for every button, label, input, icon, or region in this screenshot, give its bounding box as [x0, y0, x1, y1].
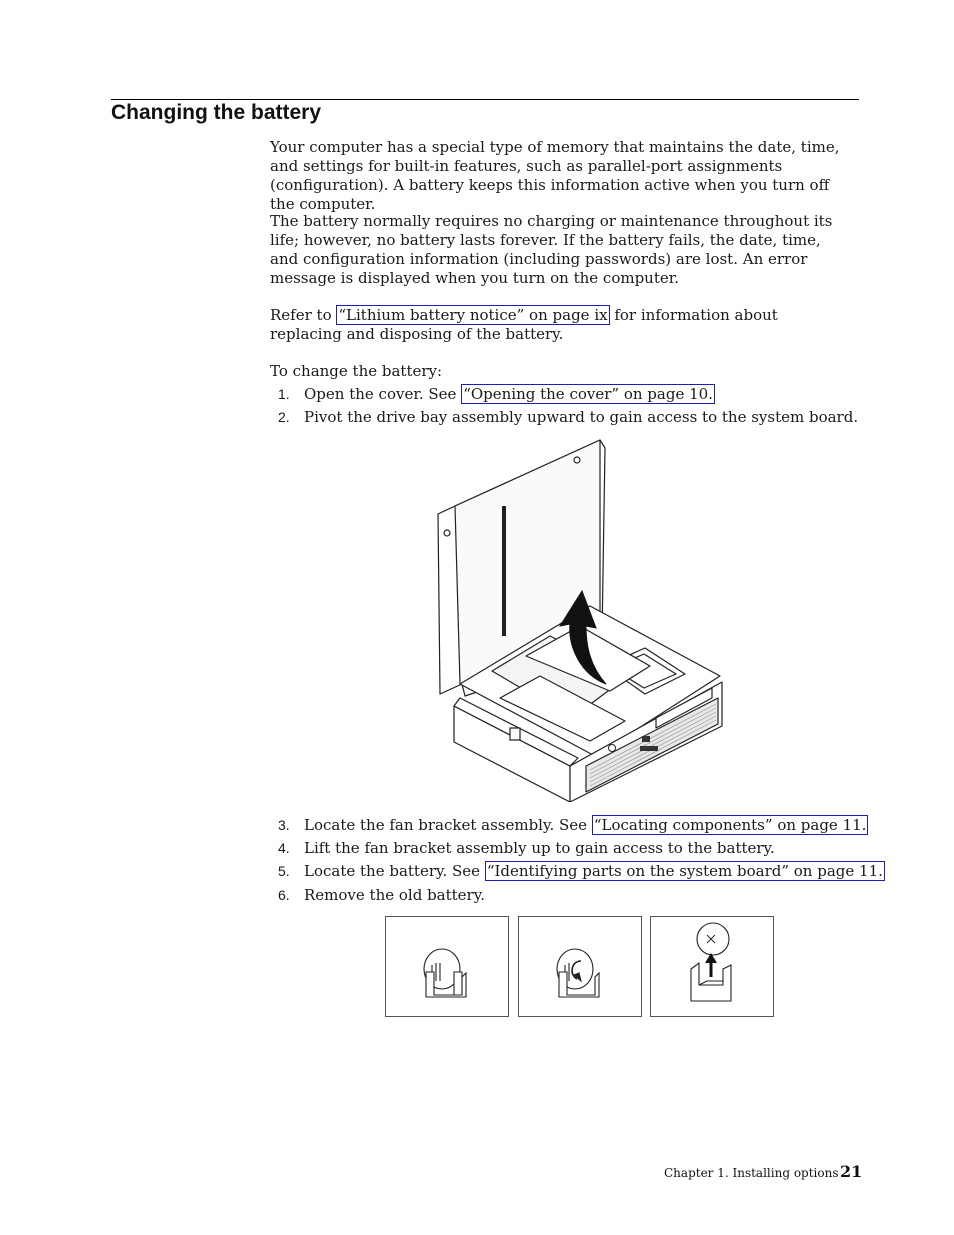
- step-3-text: Locate the fan bracket assembly. See: [304, 816, 592, 834]
- battery-panel-2: [518, 916, 642, 1017]
- step-number: 3.: [278, 817, 290, 833]
- steps-intro: To change the battery:: [270, 362, 443, 380]
- refer-paragraph: [270, 306, 845, 344]
- step-number: 4.: [278, 840, 290, 856]
- step-number: 1.: [278, 386, 290, 402]
- intro-paragraph-2: [270, 212, 845, 288]
- step-1-text: Open the cover. See: [304, 385, 462, 403]
- page-number: 21: [840, 1162, 863, 1181]
- section-title: Changing the battery: [111, 101, 322, 124]
- step-text: Pivot the drive bay assembly upward to gain access to the system board.: [304, 408, 859, 426]
- step-text: Lift the fan bracket assembly up to gain access to the battery.: [304, 839, 775, 857]
- refer-paragraph-text: [270, 306, 845, 344]
- opening-cover-link[interactable]: “Opening the cover” on page 10.: [463, 385, 713, 403]
- refer-before: Refer to: [270, 306, 337, 324]
- locating-components-link[interactable]: “Locating components” on page 11.: [593, 816, 867, 834]
- heading-rule: [111, 99, 859, 100]
- step-number: 5.: [278, 863, 290, 879]
- step-text: [304, 862, 885, 881]
- step-text: Remove the old battery.: [304, 886, 485, 904]
- battery-panel-1: [385, 916, 509, 1017]
- lithium-battery-notice-link[interactable]: “Lithium battery notice” on page ix: [338, 306, 608, 324]
- step-text: [304, 816, 868, 835]
- intro-paragraph-1-text: Your computer has a special type of memory that maintains the date, time, and settings for built-in features, such as parallel-port assignments (configuration). A battery keeps this information active when you turn off the computer.: [270, 138, 840, 213]
- step-number: 6.: [278, 887, 290, 903]
- step-number: 2.: [278, 409, 290, 425]
- drive-bay-pivot-illustration: [430, 436, 730, 802]
- battery-in-holder-illustration: [386, 917, 508, 1016]
- refer-after: for information about replacing and disposing of the battery.: [270, 306, 778, 343]
- step-text: [304, 385, 715, 404]
- battery-release-illustration: [519, 917, 641, 1016]
- footer-chapter: Chapter 1. Installing options: [664, 1166, 839, 1180]
- battery-panel-3: [650, 916, 774, 1017]
- intro-paragraph-1: [270, 138, 845, 214]
- identifying-parts-link[interactable]: “Identifying parts on the system board” on page 11.: [486, 862, 883, 880]
- battery-removed-illustration: [651, 917, 773, 1016]
- intro-paragraph-2-text: The battery normally requires no charging or maintenance throughout its life; however, no battery lasts forever. If the battery fails, the date, time, and configuration information (including passwords) are lost. An error message is displayed when you turn on the computer.: [270, 212, 833, 287]
- step-5-text: Locate the battery. See: [304, 862, 485, 880]
